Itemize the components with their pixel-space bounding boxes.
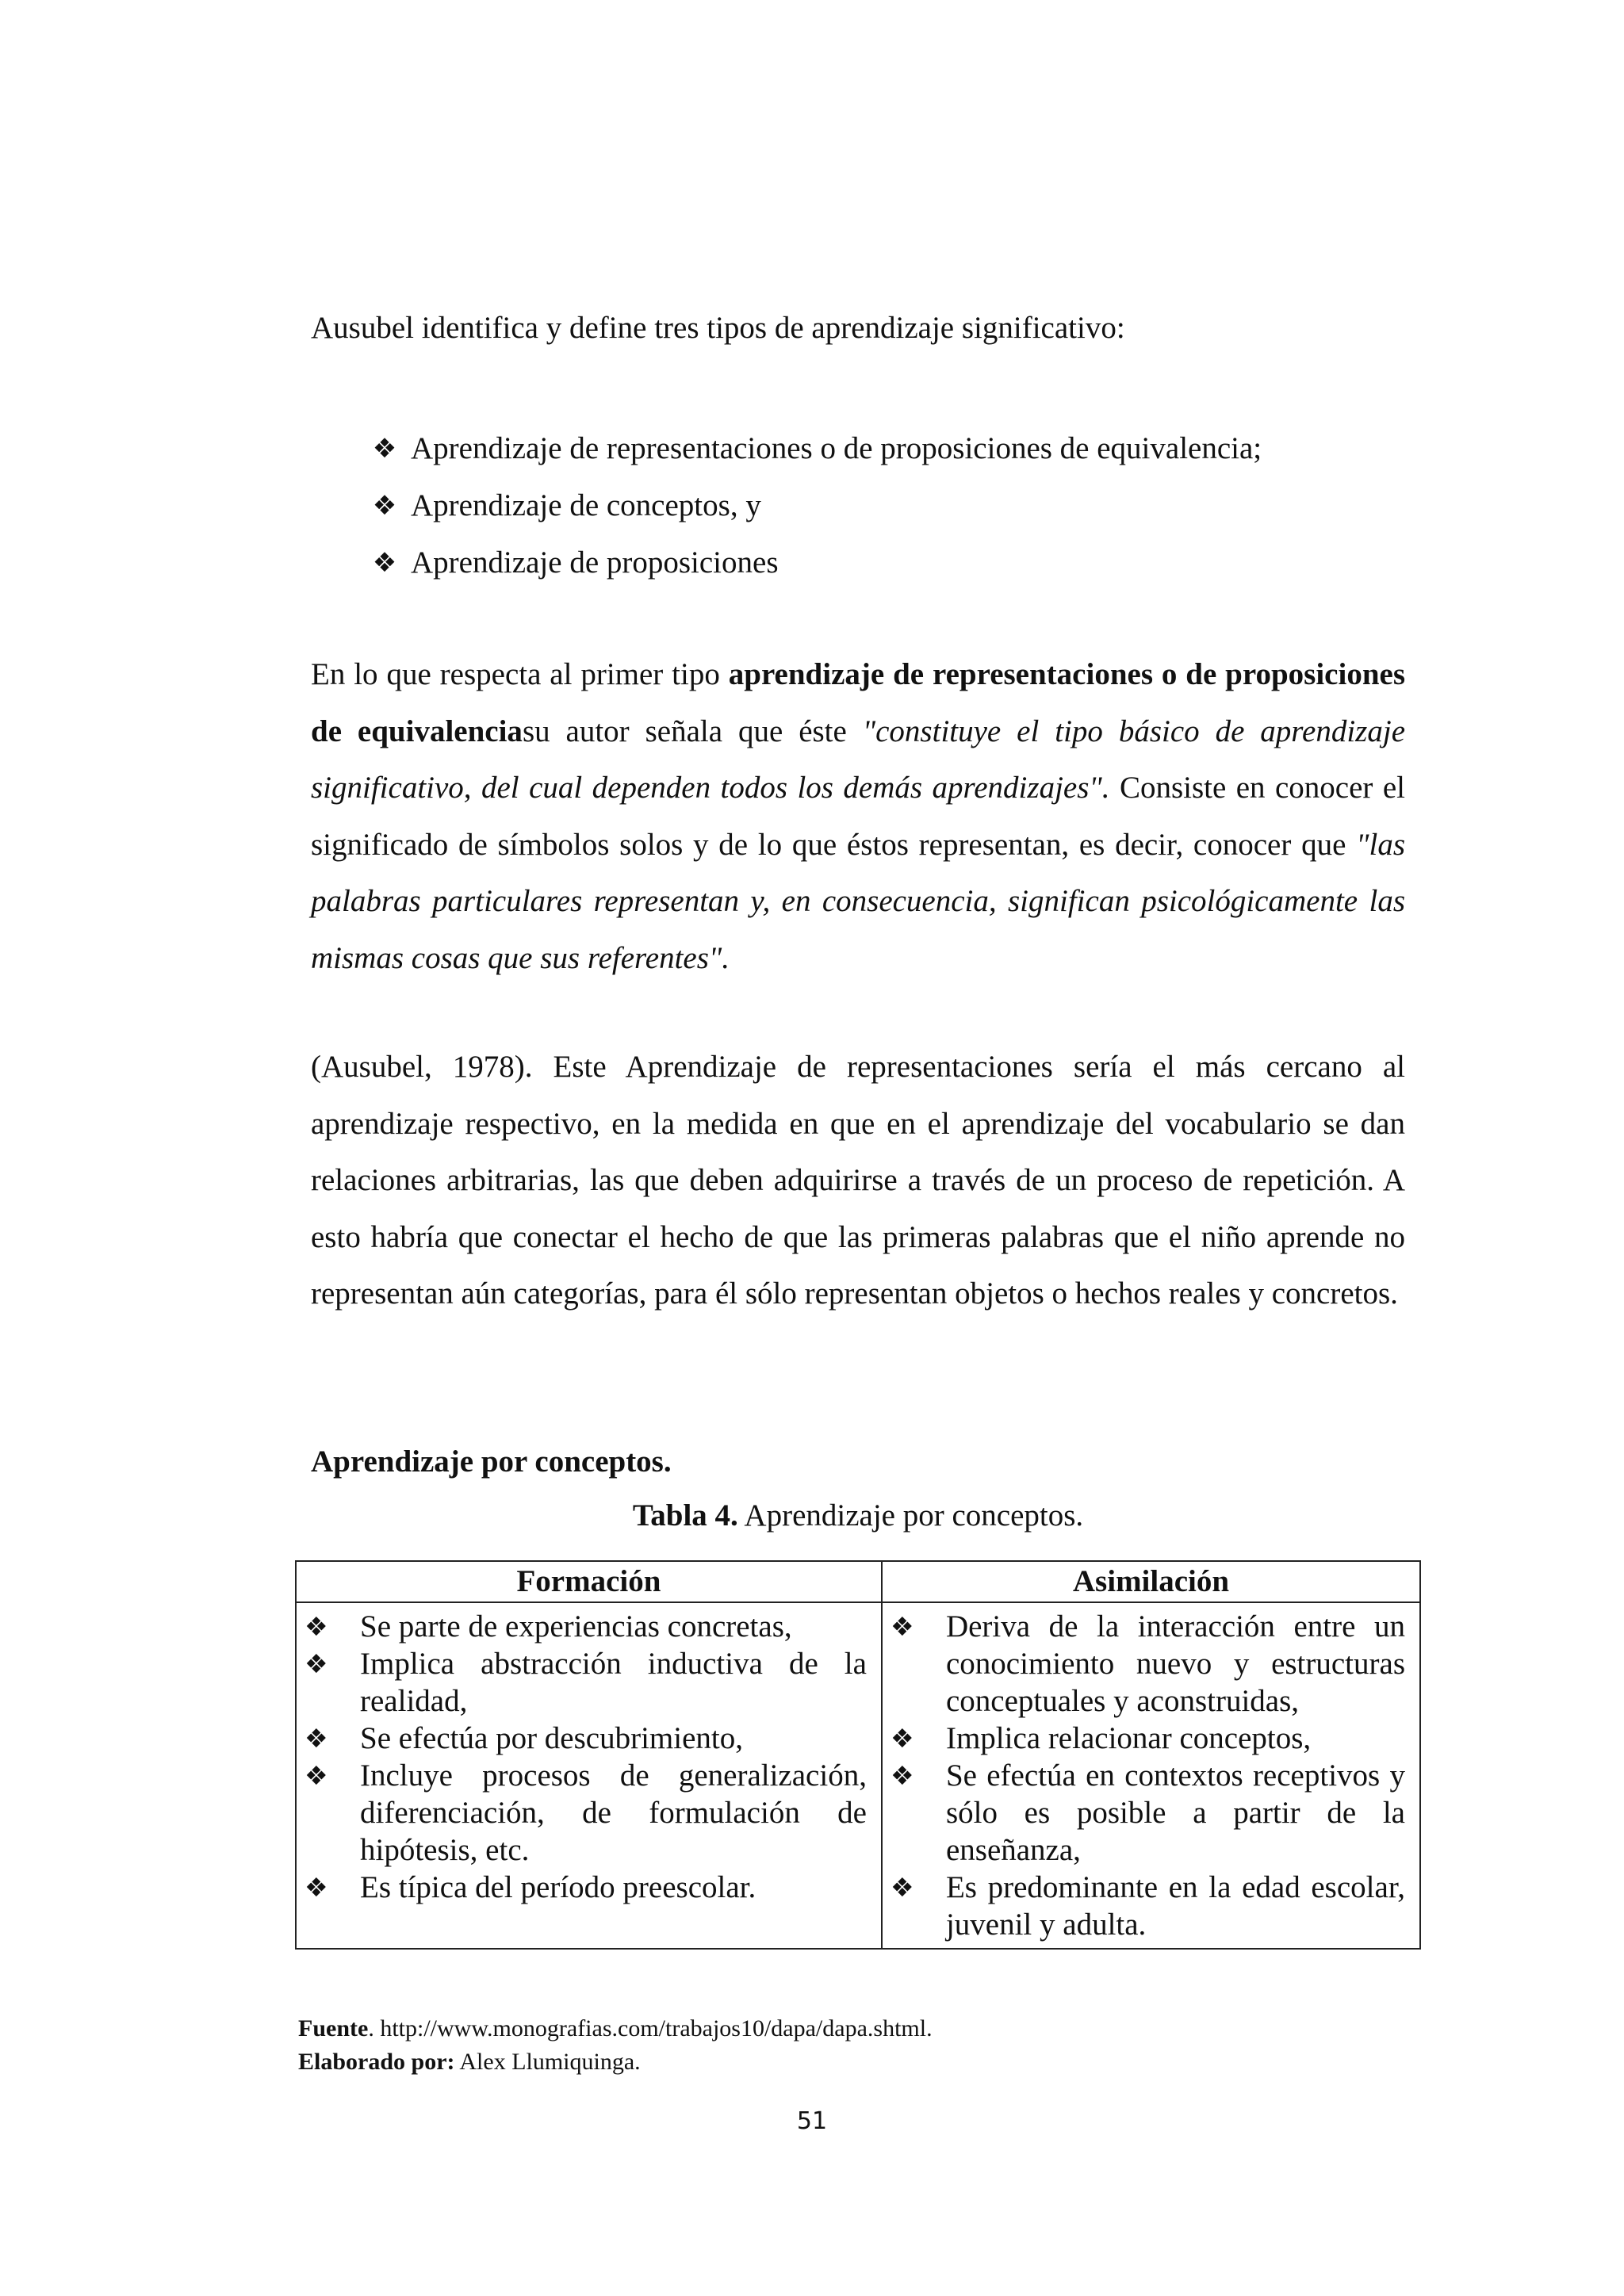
header-asimilacion: Asimilación <box>882 1561 1420 1602</box>
source-line <box>298 2012 1408 2045</box>
para-text: su autor señala que éste <box>522 714 863 748</box>
list-item <box>358 477 1405 534</box>
list-item-text: Aprendizaje de proposiciones <box>411 545 779 580</box>
body-paragraph-ausubel: (Ausubel, 1978). Este Aprendizaje de representaciones sería el más cercano al aprendizaje respectivo, en la medida en que en el aprendizaje del vocabulario se dan relaciones arbitrarias, las que deben adquirirse a través de un proceso de repetición. A esto habría que conectar el hecho de que las primeras palabras que el niño aprende no representan aún categorías, para él sólo representan objetos o hechos reales y concretos. <box>311 1050 1405 1311</box>
diamond-bullet-icon: ❖ <box>304 1648 328 1679</box>
list-item <box>304 1608 867 1645</box>
list-item-text: Aprendizaje de representaciones o de proposiciones de equivalencia; <box>411 431 1262 465</box>
asimilacion-list <box>883 1603 1419 1948</box>
formacion-list <box>297 1603 881 1911</box>
table-caption-text: Aprendizaje por conceptos. <box>737 1498 1084 1533</box>
para-text: Consiste en conocer el significado de símbolos solos y de lo que éstos representan, es decir, conocer que <box>311 771 1405 862</box>
list-item-text: Se efectúa en contextos receptivos y sólo es posible a partir de la enseñanza, <box>945 1758 1405 1867</box>
diamond-bullet-icon: ❖ <box>890 1611 914 1642</box>
list-item <box>358 534 1405 591</box>
diamond-bullet-icon: ❖ <box>372 433 397 465</box>
table-row <box>296 1602 1420 1949</box>
para-bold-term: aprendizaje de representaciones o de proposiciones de equivalencia <box>311 657 1406 748</box>
author-text: Alex Llumiquinga. <box>454 2049 641 2075</box>
table-caption <box>295 1495 1421 1536</box>
list-item-text: Se efectúa por descubrimiento, <box>360 1721 743 1755</box>
para-quote: "constituye el tipo básico de aprendizaje significativo, del cual dependen todos los demás aprendizajes". <box>311 714 1405 806</box>
diamond-bullet-icon: ❖ <box>304 1760 328 1791</box>
list-item <box>304 1720 867 1757</box>
diamond-bullet-icon: ❖ <box>304 1723 328 1754</box>
list-item <box>890 1869 1405 1943</box>
cell-formacion <box>296 1602 882 1949</box>
list-item <box>890 1720 1405 1757</box>
list-item-text: Es predominante en la edad escolar, juvenil y adulta. <box>945 1870 1405 1942</box>
list-item-text: Aprendizaje de conceptos, y <box>411 488 761 522</box>
section-heading: Aprendizaje por conceptos. <box>311 1445 672 1479</box>
list-item-text: Se parte de experiencias concretas, <box>360 1609 792 1644</box>
author-line <box>298 2045 1408 2079</box>
list-item <box>890 1608 1405 1720</box>
page-number: 51 <box>796 2107 828 2135</box>
list-item <box>304 1645 867 1720</box>
list-item-text: Implica relacionar conceptos, <box>945 1721 1312 1755</box>
cell-asimilacion <box>882 1602 1420 1949</box>
diamond-bullet-icon: ❖ <box>304 1872 328 1903</box>
diamond-bullet-icon: ❖ <box>890 1872 914 1903</box>
list-item-text: Es típica del período preescolar. <box>360 1870 756 1904</box>
list-item-text: Implica abstracción inductiva de la realidad, <box>360 1647 867 1718</box>
diamond-bullet-icon: ❖ <box>372 547 397 579</box>
header-formacion: Formación <box>296 1561 882 1602</box>
diamond-bullet-icon: ❖ <box>890 1760 914 1791</box>
source-text: . http://www.monografias.com/trabajos10/dapa/dapa.shtml. <box>368 2015 933 2042</box>
intro-sentence: Ausubel identifica y define tres tipos de aprendizaje significativo: <box>311 311 1125 345</box>
list-item-text: Incluye procesos de generalización, diferenciación, de formulación de hipótesis, etc. <box>360 1758 867 1867</box>
table-caption-label: Tabla 4. <box>632 1498 738 1533</box>
diamond-bullet-icon: ❖ <box>372 490 397 522</box>
list-item <box>304 1869 867 1906</box>
table-source-note <box>298 2012 1408 2079</box>
list-item <box>358 420 1405 477</box>
list-item <box>304 1757 867 1869</box>
list-item-text: Deriva de la interacción entre un conocimiento nuevo y estructuras conceptuales y aconstruidas, <box>945 1609 1405 1718</box>
concepts-table <box>295 1560 1421 1950</box>
table-header-row <box>296 1561 1420 1602</box>
learning-types-list <box>358 420 1405 591</box>
para-quote: "las palabras particulares representan y, en consecuencia, significan psicológicamente las mismas cosas que sus referentes". <box>311 827 1405 975</box>
list-item <box>890 1757 1405 1869</box>
diamond-bullet-icon: ❖ <box>304 1611 328 1642</box>
body-paragraph-representations <box>311 646 1405 987</box>
para-text: En lo que respecta al primer tipo <box>311 657 729 691</box>
source-label: Fuente <box>298 2015 369 2042</box>
diamond-bullet-icon: ❖ <box>890 1723 914 1754</box>
author-label: Elaborado por: <box>298 2049 455 2075</box>
